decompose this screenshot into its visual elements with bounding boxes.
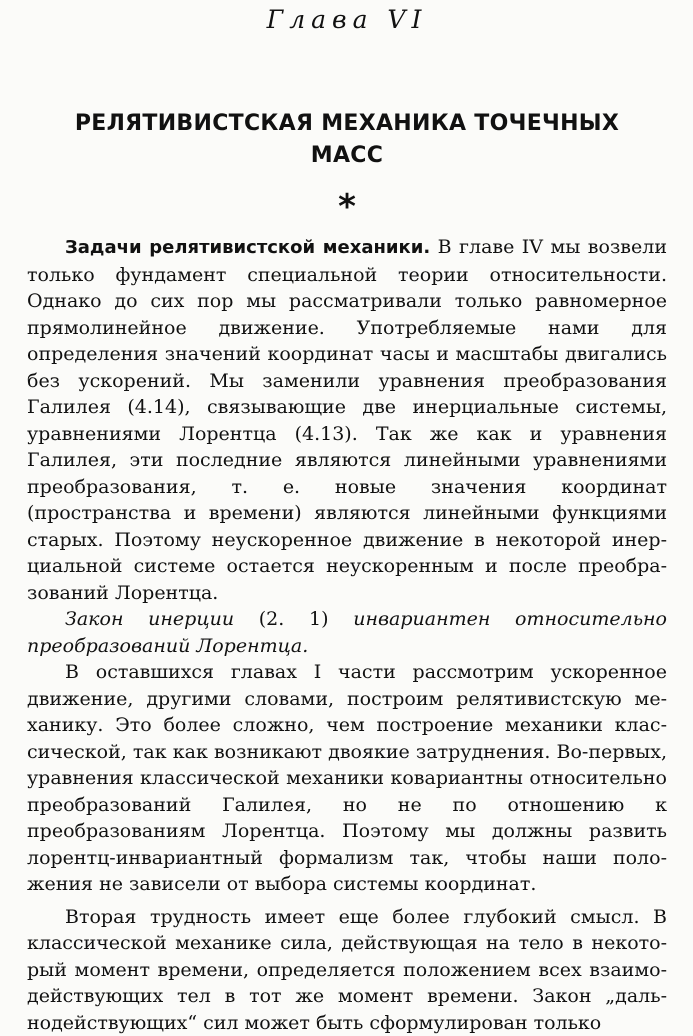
asterisk-ornament: * [27, 190, 667, 224]
section-lead-heading: Задачи релятивистской механики. [65, 237, 430, 258]
law-statement: инвариантен относительно преобразований Лорентца. [27, 608, 667, 657]
paragraph-4: Вторая трудность имеет еще более глубокий смысл. В классической механике сила, действующая на тело в некоторый момент времени, определяется положением всех взаимодействующих тел в тот же момент времени. Закон „дальнодействующих“ сил может быть сформулирован только [27, 904, 667, 1036]
chapter-title-line-2: МАСС [27, 140, 667, 172]
chapter-heading: Глава VI [27, 0, 667, 38]
body-text [27, 234, 667, 1036]
paragraph-1-text: В главе IV мы возвели только фундамент специальной теории относительности. Однако до сих пор мы рассматривали только равномерное прямолинейное движение. Употребляемые нами для определения значений координат часы и масштабы двигались без ускорений. Мы заменили уравнения преобразования Галилея (4.14), связывающие две инерциальные системы, уравнениями Лорентца (4.13). Так же как и уравнения Галилея, эти последние являются линейными уравнениями преобразования, т. е. новые значения координат (пространства и времени) являются линейными функциями старых. Поэтому неускоренное движение в некоторой инерциальной системе остается неускоренным и после преобразований Лорентца. [27, 236, 667, 604]
paragraph-3: В оставшихся главах I части рассмотрим ускоренное движение, другими словами, построим релятивистскую механику. Это более сложно, чем построение механики классической, так как возникают двоякие затруднения. Во-первых, уравнения классической механики ковариантны относительно преобразований Галилея, но не по отношению к преобразованиям Лорентца. Поэтому мы должны развить лорентц-инвариантный формализм так, чтобы наши положения не зависели от выбора системы координат. [27, 659, 667, 898]
law-name: Закон инерции [65, 608, 234, 630]
paragraph-2 [27, 606, 667, 659]
paragraph-1 [27, 234, 667, 606]
chapter-title-line-1: РЕЛЯТИВИСТСКАЯ МЕХАНИКА ТОЧЕЧНЫХ [27, 108, 667, 140]
chapter-title [27, 108, 667, 172]
equation-ref: (2. 1) [234, 608, 353, 630]
